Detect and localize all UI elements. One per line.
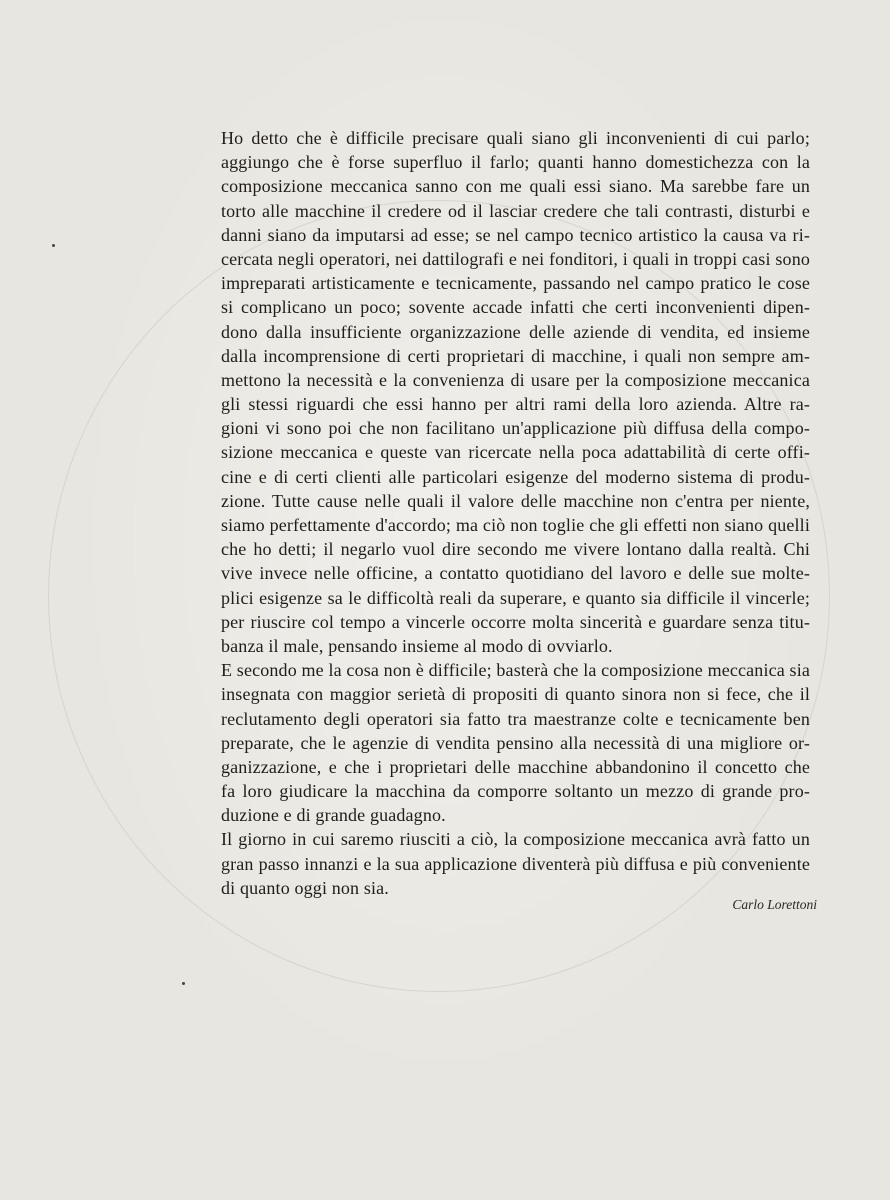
paragraph bbox=[221, 827, 810, 900]
text-line: di quanto oggi non sia. bbox=[221, 877, 389, 898]
text-line: sizione meccanica e queste van ricercate nella poca adattabilità di certe offi- bbox=[221, 442, 810, 463]
text-line: dalla incomprensione di certi proprietari di macchine, i quali non sempre am- bbox=[221, 345, 810, 366]
text-line: plici esigenze sa le difficoltà reali da superare, e quanto sia difficile il vincerle; bbox=[221, 587, 810, 608]
paragraph bbox=[221, 126, 810, 658]
text-line: che ho detti; il negarlo vuol dire secondo me vivere lontano dalla realtà. Chi bbox=[221, 539, 810, 560]
text-line: duzione e di grande guadagno. bbox=[221, 805, 446, 826]
text-line: torto alle macchine il credere od il lasciar credere che tali contrasti, disturbi e bbox=[221, 200, 810, 221]
text-line: gli stessi riguardi che essi hanno per altri rami della loro azienda. Altre ra- bbox=[221, 394, 810, 415]
text-line: impreparati artisticamente e tecnicamente, passando nel campo pratico le cose bbox=[221, 273, 810, 294]
text-line: per riuscire col tempo a vincerle occorre molta sincerità e guardare senza titu- bbox=[221, 611, 810, 632]
text-line: vive invece nelle officine, a contatto quotidiano del lavoro e delle sue molte- bbox=[221, 563, 810, 584]
text-line: siamo perfettamente d'accordo; ma ciò non toglie che gli effetti non siano quelli bbox=[221, 515, 810, 535]
text-line: gran passo innanzi e la sua applicazione diventerà più diffusa e più conveniente bbox=[221, 853, 810, 874]
text-line: fa loro giudicare la macchina da comporre soltanto un mezzo di grande pro- bbox=[221, 781, 810, 802]
paper-speck bbox=[182, 982, 185, 985]
text-line: zione. Tutte cause nelle quali il valore delle macchine non c'entra per niente, bbox=[221, 490, 810, 511]
text-line: aggiungo che è forse superfluo il farlo; quanti hanno domestichezza con la bbox=[221, 152, 810, 173]
text-line: Ho detto che è difficile precisare quali siano gli inconvenienti di cui parlo; bbox=[221, 128, 810, 148]
text-line: si complicano un poco; sovente accade infatti che certi inconvenienti dipen- bbox=[221, 297, 810, 318]
text-line: Il giorno in cui saremo riusciti a ciò, la composizione meccanica avrà fatto un bbox=[221, 829, 810, 850]
text-line: mettono la necessità e la convenienza di usare per la composizione meccanica bbox=[221, 369, 810, 390]
text-line: ganizzazione, e che i proprietari delle macchine abbandonino il concetto che bbox=[221, 756, 810, 777]
text-line: preparate, che le agenzie di vendita pensino alla necessità di una migliore or- bbox=[221, 732, 810, 753]
text-line: gioni vi sono poi che non facilitano un'applicazione più diffusa della compo- bbox=[221, 418, 810, 439]
paper-speck bbox=[52, 244, 55, 247]
text-line: insegnata con maggior serietà di propositi di quanto sinora non si fece, che il bbox=[221, 684, 810, 705]
text-line: E secondo me la cosa non è difficile; basterà che la composizione meccanica sia bbox=[221, 660, 810, 681]
text-line: dono dalla insufficiente organizzazione delle aziende di vendita, ed insieme bbox=[221, 321, 810, 342]
text-line: composizione meccanica sanno con me quali essi siano. Ma sarebbe fare un bbox=[221, 176, 810, 197]
article-body bbox=[221, 126, 810, 900]
text-line: danni siano da imputarsi ad esse; se nel campo tecnico artistico la causa va ri- bbox=[221, 224, 810, 245]
text-line: banza il male, pensando insieme al modo di ovviarlo. bbox=[221, 635, 613, 656]
text-line: cine e di certi clienti alle particolari esigenze del moderno sistema di produ- bbox=[221, 466, 810, 487]
paragraph bbox=[221, 658, 810, 827]
author-signature: Carlo Lorettoni bbox=[732, 897, 817, 912]
text-line: reclutamento degli operatori sia fatto tra maestranze colte e tecnicamente ben bbox=[221, 708, 810, 729]
text-line: cercata negli operatori, nei dattilografi e nei fonditori, i quali in troppi casi sono bbox=[221, 248, 810, 269]
